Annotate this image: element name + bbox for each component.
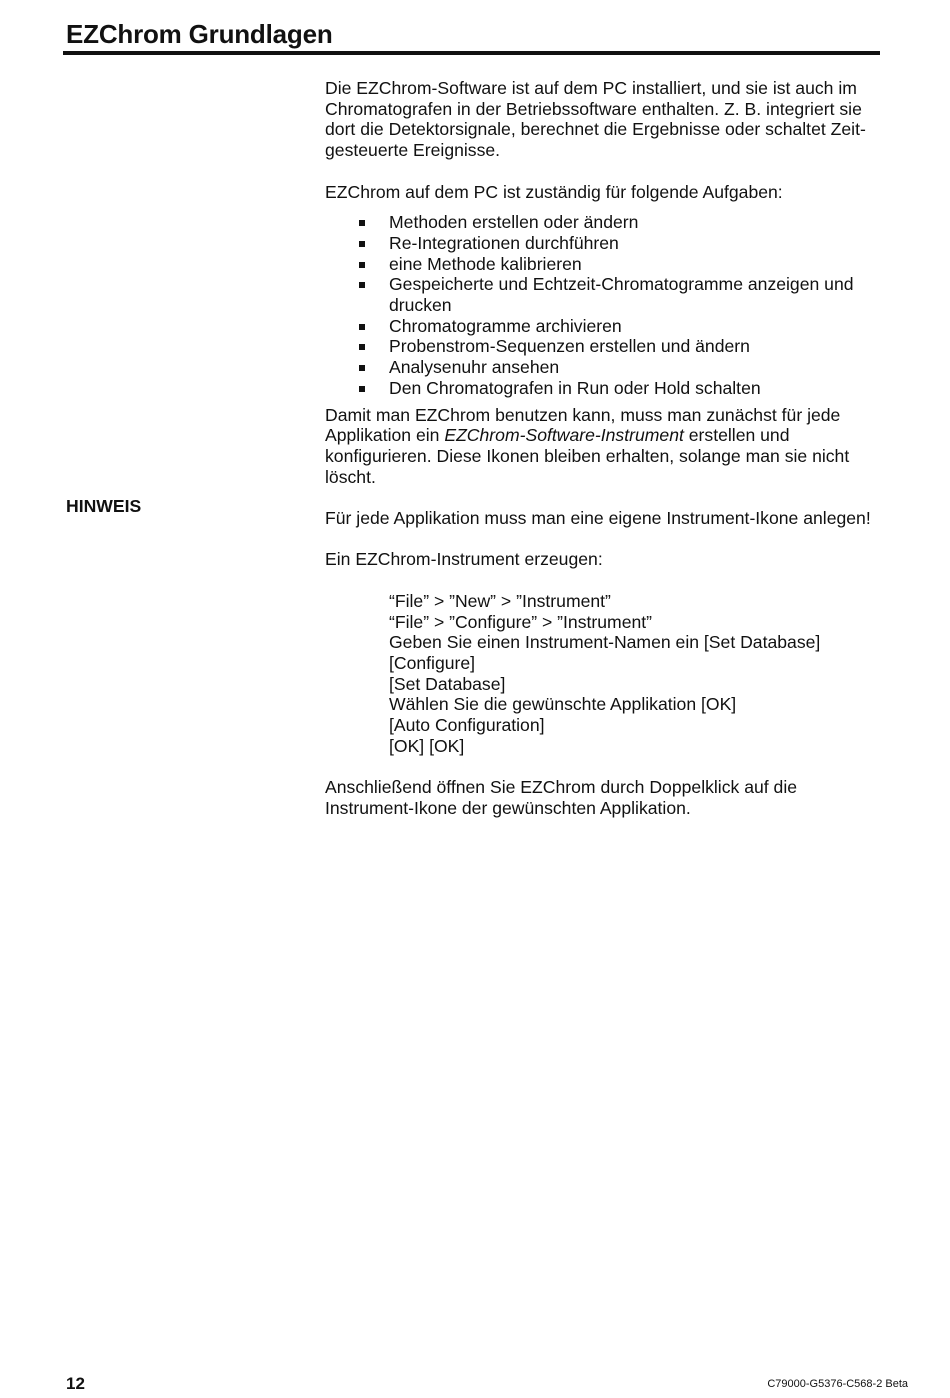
step-item: [Configure]	[389, 652, 476, 673]
main-content	[325, 78, 885, 839]
list-item: Methoden erstellen oder ändern	[325, 212, 885, 233]
bullet-icon	[359, 386, 365, 392]
bullet-icon	[359, 324, 365, 330]
page-number: 12	[66, 1374, 85, 1393]
closing-paragraph: Anschließend öffnen Sie EZChrom durch Doppelklick auf die Instrument-Ikone der gewünschten Applikation.	[325, 777, 798, 818]
note-label: HINWEIS	[66, 496, 142, 516]
task-list	[325, 212, 885, 398]
document-id: C79000-G5376-C568-2 Beta	[767, 1378, 908, 1390]
bullet-icon	[359, 241, 365, 247]
list-item: Den Chromatografen in Run oder Hold schalten	[325, 378, 885, 399]
step-list	[389, 591, 885, 757]
list-item: Re-Integrationen durchführen	[325, 233, 885, 254]
step-item: [Set Database]	[389, 673, 506, 694]
list-item: eine Methode kalibrieren	[325, 254, 885, 275]
note-paragraph: Für jede Applikation muss man eine eigene Instrument-Ikone anlegen!	[325, 508, 871, 529]
list-item: Gespeicherte und Echtzeit-Chromatogramme anzeigen und drucken	[325, 274, 885, 315]
title-rule	[63, 51, 880, 55]
intro-paragraph: Die EZChrom-Software ist auf dem PC installiert, und sie ist auch im Chromatografen in der Betriebssoftware enthalten. Z. B. integriert sie dort die Detektorsignale, berechnet die Ergebnisse oder schaltet Zeit-gesteuerte Ereignisse.	[325, 78, 866, 161]
usage-paragraph: Damit man EZChrom benutzen kann, muss man zunächst für jede Applikation ein EZChrom-Software-Instrument erstellen und konfigurieren. Diese Ikonen bleiben erhalten, solange man sie nicht löscht.	[325, 404, 850, 487]
list-item: Chromatogramme archivieren	[325, 316, 885, 337]
step-item: “File” > ”Configure” > ”Instrument”	[389, 611, 653, 632]
create-heading: Ein EZChrom-Instrument erzeugen:	[325, 549, 603, 570]
step-item: Wählen Sie die gewünschte Applikation [OK]	[389, 694, 737, 715]
bullet-icon	[359, 282, 365, 288]
bullet-icon	[359, 262, 365, 268]
bullet-icon	[359, 344, 365, 350]
step-item: Geben Sie einen Instrument-Namen ein [Set Database]	[389, 632, 821, 653]
list-item: Probenstrom-Sequenzen erstellen und ändern	[325, 336, 885, 357]
bullet-icon	[359, 365, 365, 371]
step-item: [OK] [OK]	[389, 735, 465, 756]
bullet-icon	[359, 220, 365, 226]
tasks-heading: EZChrom auf dem PC ist zuständig für folgende Aufgaben:	[325, 181, 783, 202]
instrument-term: EZChrom-Software-Instrument	[444, 425, 684, 446]
step-item: “File” > ”New” > ”Instrument”	[389, 590, 611, 611]
page-title: EZChrom Grundlagen	[66, 19, 333, 49]
list-item: Analysenuhr ansehen	[325, 357, 885, 378]
step-item: [Auto Configuration]	[389, 715, 545, 736]
